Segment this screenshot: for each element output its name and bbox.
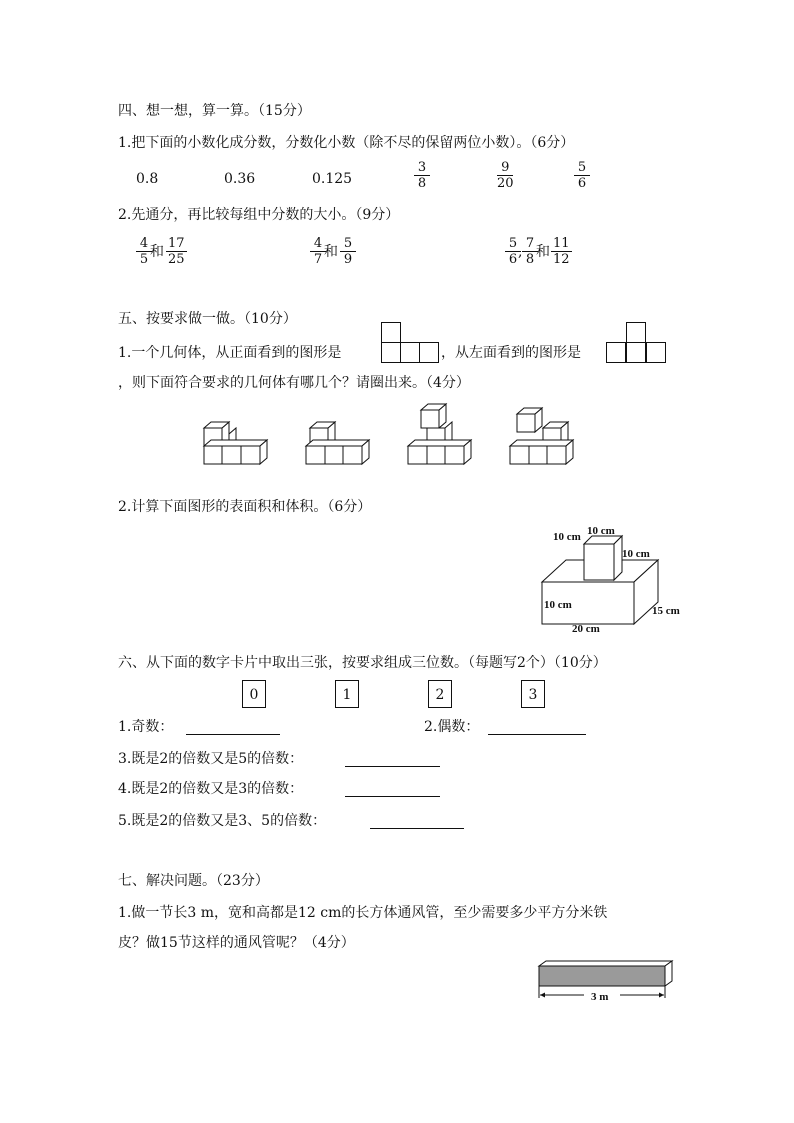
fraction-numerator: 11 [553, 236, 570, 251]
question-6-3: 3.既是2的倍数又是5的倍数： [118, 751, 304, 767]
fraction-denominator: 9 [343, 252, 353, 267]
fraction [495, 160, 516, 191]
number-card: 3 [521, 680, 545, 708]
question-7-1-line-1: 1.做一节长3 m，宽和高都是12 cm的长方体通风管，至少需要多少平方分米铁 [118, 905, 608, 921]
fraction-denominator: 25 [168, 252, 185, 267]
section-6-title: 六、从下面的数字卡片中取出三张，按要求组成三位数。（每题写2个）（10分） [118, 655, 607, 671]
number-card: 0 [242, 680, 266, 708]
and-word: 和 [536, 244, 550, 260]
answer-blank[interactable] [370, 827, 464, 829]
decimal-item: 0.36 [224, 171, 256, 187]
fraction-numerator: 3 [414, 160, 430, 176]
fraction-numerator: 5 [340, 236, 356, 252]
answer-blank[interactable] [186, 733, 280, 735]
question-4-2: 2.先通分，再比较每组中分数的大小。（9分） [118, 207, 400, 223]
fraction-numerator: 7 [522, 236, 538, 252]
question-4-1: 1.把下面的小数化成分数，分数化小数（除不尽的保留两位小数）。（6分） [118, 135, 575, 151]
composite-cuboid-figure [540, 520, 690, 638]
question-5-1-part-a: 1.一个几何体，从正面看到的图形是 [118, 345, 342, 361]
pipe-length-label: 3 m [591, 991, 609, 1003]
fraction-numerator: 17 [168, 236, 185, 251]
and-word: 和 [150, 244, 164, 260]
comma: , [518, 244, 523, 260]
front-view-figure [381, 322, 439, 364]
fraction-numerator: 4 [310, 236, 326, 252]
left-view-figure [606, 322, 666, 364]
cube-figure-3[interactable] [404, 402, 476, 468]
fraction-denominator: 7 [313, 252, 323, 267]
decimal-item: 0.125 [312, 171, 353, 187]
cube-figure-4[interactable] [506, 402, 578, 468]
question-6-2: 2.偶数： [424, 719, 480, 735]
section-4-title: 四、想一想，算一算。（15分） [118, 103, 311, 119]
answer-blank[interactable] [345, 765, 440, 767]
fraction [414, 160, 430, 191]
fraction-numerator: 5 [505, 236, 521, 252]
section-5-title: 五、按要求做一做。（10分） [118, 311, 297, 327]
ventilation-pipe-figure [536, 958, 676, 1008]
fraction-denominator: 6 [577, 176, 587, 191]
question-5-1-part-c: ，则下面符合要求的几何体有哪几个？请圈出来。（4分） [118, 375, 470, 391]
fraction-numerator: 9 [497, 160, 513, 176]
and-word: 和 [324, 244, 338, 260]
label-base-width: 15 cm [652, 605, 680, 617]
label-top-length: 10 cm [553, 531, 581, 543]
question-5-1-part-b: ，从左面看到的图形是 [441, 345, 581, 361]
question-5-2: 2.计算下面图形的表面积和体积。（6分） [118, 499, 372, 515]
answer-blank[interactable] [345, 795, 440, 797]
decimal-item: 0.8 [136, 171, 159, 187]
fraction-denominator: 8 [417, 176, 427, 191]
fraction-numerator: 4 [136, 236, 152, 252]
section-7-title: 七、解决问题。（23分） [118, 873, 269, 889]
label-top-width: 10 cm [587, 525, 615, 537]
question-6-4: 4.既是2的倍数又是3的倍数： [118, 781, 304, 797]
question-6-5: 5.既是2的倍数又是3、5的倍数： [118, 813, 327, 829]
number-card: 2 [428, 680, 452, 708]
fraction-denominator: 5 [139, 252, 149, 267]
fraction-denominator: 8 [525, 252, 535, 267]
answer-blank[interactable] [488, 733, 586, 735]
label-base-height: 10 cm [544, 599, 572, 611]
question-6-1: 1.奇数： [118, 719, 174, 735]
fraction-denominator: 12 [553, 252, 570, 267]
fraction-numerator: 5 [574, 160, 590, 176]
label-base-length: 20 cm [572, 623, 600, 635]
fraction [340, 236, 356, 267]
fraction-denominator: 6 [508, 252, 518, 267]
fraction [166, 236, 187, 267]
label-top-height: 10 cm [622, 548, 650, 560]
question-7-1-line-2: 皮？做15节这样的通风管呢？（4分） [118, 935, 355, 951]
fraction-denominator: 20 [497, 176, 514, 191]
fraction [574, 160, 590, 191]
number-card: 1 [335, 680, 359, 708]
cube-figure-1[interactable] [200, 410, 272, 468]
fraction [551, 236, 572, 267]
cube-figure-2[interactable] [302, 410, 374, 468]
